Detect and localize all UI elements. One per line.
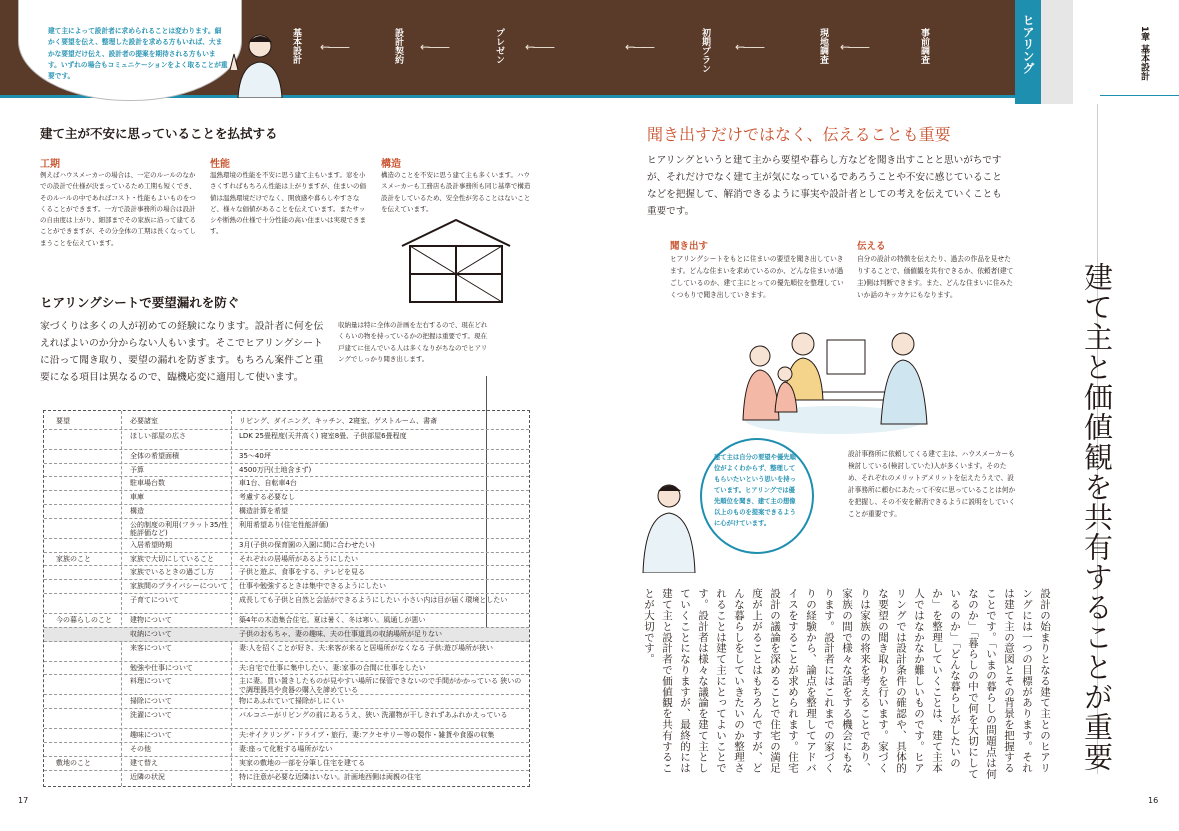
table-row — [44, 538, 529, 553]
step-tab-hearing — [1015, 0, 1041, 104]
table-cell-value: 利用希望あり(住宅性能評価) — [239, 520, 329, 529]
table-cell-item: 予算 — [130, 465, 144, 474]
table-cell-value: 特に注意が必要な近隣はいない。計画地西側は両親の住宅 — [239, 772, 421, 781]
table-cell-value: 4500万円(土地含まず) — [239, 465, 312, 474]
col-text-schedule: 例えばハウスメーカーの場合は、一定のルールのなかでの設計で仕様が決まっているため工期も短くでき、そのルールの中であればコスト・性能もよいものをつくることができます。一方で設計事務所の場合は設計の自由度は上がり、細部までその家族に沿って建てることができますが、その分全体の工期は長くなってしまうことを伝えています。 — [40, 171, 196, 247]
big-vertical-title: 建て主と価値観を共有することが重要 — [1080, 262, 1114, 772]
tab-strip — [1041, 0, 1073, 104]
chapter-divider — [1100, 95, 1179, 96]
table-cell-value: 実家の敷地の一部を分筆し住宅を建てる — [239, 758, 365, 767]
table-row — [44, 415, 529, 429]
table-cell-value: 成長しても子供と自然と会話ができるようにしたい 小さい内は目が届く環境としたい — [239, 596, 508, 604]
table-cell-value: 仕事や勉強するときは集中できるようにしたい — [239, 582, 386, 591]
tell-text: 自分の設計の特徴を伝えたり、過去の作品を見せたりすることで、価値観を共有できるか、依頼者(建て主)側は判断できます。また、どんな住まいに住みたいか話のキッカケにもなります。 — [857, 255, 1014, 299]
arrow-icon: ←—— — [525, 40, 554, 54]
table-cell-item: 全体の希望面積 — [130, 451, 179, 460]
speech-bubble-text: 建て主によって設計者に求められることは変わります。細かく要望を伝え、整理した設計を求める方もいれば、大まかな要望だけ伝え、設計者の提案を期待される方もいます。いずれの場合もコミュニケーションをよく取ることが重要です。 — [48, 27, 228, 81]
table-cell-value: 夫:自宅で仕事に集中したい、妻:家事の合間に仕事をしたい — [239, 663, 426, 672]
table-cell-item: 子育てについて — [130, 596, 179, 604]
section-title-anxiety: 建て主が不安に思っていることを払拭する — [40, 126, 278, 141]
table-row — [44, 627, 529, 642]
table-cell-value: バルコニーがリビングの前にあるうえ、狭い 洗濯物が干しきれずあふれかえっている — [239, 711, 508, 720]
table-cell-item: 来客について — [130, 643, 172, 652]
right-section-title: 聞き出すだけではなく、伝えることも重要 — [647, 125, 951, 144]
table-cell-item: 近隣の状況 — [130, 772, 165, 781]
table-cell-item: 建物について — [130, 616, 172, 624]
step-basic-design: 基本設計 — [291, 28, 301, 64]
chapter-label: 1章 基本設計 — [1139, 26, 1149, 81]
table-row — [44, 552, 529, 567]
step-prior-survey: 事前調査 — [919, 28, 929, 64]
table-row — [44, 728, 529, 743]
table-cell-value: 子供のおもちゃ、妻の趣味、夫の仕事道具の収納場所が足りない — [239, 629, 442, 638]
table-cell-item: 入居希望時期 — [130, 540, 172, 549]
table-cell-item: 収納について — [130, 629, 172, 638]
arrow-icon: ←—— — [420, 40, 449, 54]
arrow-icon: ←—— — [625, 40, 654, 54]
table-row — [44, 674, 529, 695]
designer-illustration-2 — [633, 478, 703, 573]
col-title-structure: 構造 — [381, 159, 401, 170]
table-cell-value: LDK 25畳程度(天井高く) 寝室8畳、子供部屋6畳程度 — [239, 431, 407, 440]
house-frame-illustration — [398, 216, 514, 306]
table-cell-value: リビング、ダイニング、キッチン、2寝室、ゲストルーム、書斎 — [239, 417, 438, 425]
table-cell-cat: 要望 — [56, 417, 70, 425]
table-cell-cat: 今の暮らしのこと — [56, 616, 112, 624]
table-cell-value: 車1台、自転車4台 — [239, 479, 297, 488]
table-cell-item: 洗濯について — [130, 711, 172, 720]
table-row — [44, 593, 529, 614]
table-cell-item: 勉強や仕事について — [130, 663, 193, 672]
right-intro-text: ヒアリングというと建て主から要望や暮らし方などを聞き出すことと思いがちですが、それだけでなく建て主が気になっているであろうことや不安に感じていることなどを把握して、解消できるように事実や設計者としての考えを伝えていくことも重要です。 — [647, 155, 1002, 217]
table-row — [44, 476, 529, 491]
arrow-icon: ←—— — [840, 40, 869, 54]
table-cell-value: 妻:座って化粧する場所がない — [239, 745, 333, 753]
table-cell-item: 家族でいるときの過ごし方 — [130, 568, 214, 577]
step-design-contract: 設計契約 — [393, 28, 403, 64]
table-cell-item: 公的制度の利用(フラット35/性能評価など) — [130, 520, 228, 538]
table-cell-item: 建て替え — [130, 758, 158, 767]
listen-text: ヒアリングシートをもとに住まいの要望を聞き出していきます。どんな住まいを求めているのか、どんな住まいが過ごしているのか、建て主にとっての優先順位を整理していくつもりで聞き出していきます。 — [670, 255, 844, 299]
table-row — [44, 756, 529, 771]
table-row — [44, 661, 529, 676]
table-cell-cat: 家族のこと — [56, 554, 91, 563]
page-number-left: 17 — [18, 796, 29, 805]
storage-note: 収納量は特に全体の計画を左右するので、現在どれくらいの物を持っているかの把握は重要です。現在戸建てに住んでいる人は多くなりがちなのでヒアリングでしっかり聞き出します。 — [338, 321, 488, 363]
table-row — [44, 463, 529, 478]
section-text-hearing-sheet: 家づくりは多くの人が初めての経験になります。設計者に何を伝えればよいのか分からない人もいます。そこでヒアリングシートに沿って聞き取り、要望の漏れを防ぎます。もちろん案件ごと重要になる項目は異なるので、臨機応変に適用して使います。 — [40, 321, 324, 383]
table-cell-item: 家族で大切にしていること — [130, 554, 214, 563]
col-title-performance: 性能 — [210, 159, 230, 170]
section-title-hearing-sheet: ヒアリングシートで要望漏れを防ぐ — [40, 295, 240, 310]
page-number-right: 16 — [1148, 796, 1159, 805]
table-row — [44, 518, 529, 539]
table-cell-item: 趣味について — [130, 731, 172, 740]
table-row — [44, 565, 529, 580]
table-row — [44, 579, 529, 594]
table-cell-item: 駐車場台数 — [130, 479, 165, 488]
step-label-active: ヒアリング — [1021, 14, 1035, 74]
table-row — [44, 708, 529, 729]
table-cell-item: 家族間のプライバシーについて — [130, 582, 228, 591]
table-cell-value: 3月(子供の保育園の入園に間に合わせたい) — [239, 540, 375, 549]
step-site-survey: 現地調査 — [818, 28, 828, 64]
table-row — [44, 613, 529, 628]
table-row — [44, 429, 529, 450]
table-cell-item: その他 — [130, 745, 151, 753]
col-title-schedule: 工期 — [40, 159, 60, 170]
vertical-body-text: 設計の始まりとなる建て主とのヒアリングには一つの目標があります。それは建て主の意図とその背景を把握することです。「いまの暮らしの問題点は何なのか」「暮らしの中で何を大切にしているのか」「どんな暮らしがしたいのか」を整理していくことは、建て主本人ではなかなか難しいものです。ヒアリングでは設計条件の確認や、具体的な要望の聞き取りを行います。家づくりは家族の将来を考えることであり、家族の間で様々な話をする機会にもなります。設計者にはこれまでの家づくりの経験から、論点を整理してアドバイスをすることが求められます。住宅設計の議論を深めることで住宅の満足度が上がることはもちろんですが、どんな暮らしをしていきたいのか整理されることは建て主にとってよいことです。設計者は様々な議論を建て主としていくことになりますが、最終的には建て主と設計者で価値観を共有することが大切です。 — [643, 588, 1051, 779]
step-initial-plan: 初期プラン — [700, 28, 710, 73]
table-cell-value: 物にあふれていて掃除がしにくい — [239, 697, 344, 706]
table-cell-item: 必要諸室 — [130, 417, 158, 425]
table-row — [44, 449, 529, 464]
table-cell-value: 主に妻。買い置きしたものが見やすい場所に保管できないので手間がかかっている 狭いので調理器具や食器の購入を諦めている — [239, 677, 522, 694]
table-row — [44, 694, 529, 709]
round-speech-bubble-text: 建て主は自分の要望や優先順位がよくわからず、整理してもらいたいという思いを持っています。ヒアリングでは優先順位を聞き、建て主の想像以上のものを提案できるように心がけています。 — [714, 454, 796, 527]
table-cell-value: 妻:人を招くことが好き、夫:来客が来ると居場所がなくなる 子供:遊び場所が狭い — [239, 643, 494, 652]
table-cell-item: 車庫 — [130, 493, 144, 502]
table-cell-value: 35〜40坪 — [239, 451, 271, 460]
tell-title: 伝える — [857, 241, 886, 252]
table-cell-value: 構造計算を希望 — [239, 507, 288, 515]
listen-title: 聞き出す — [670, 241, 709, 252]
table-cell-value: 子供と遊ぶ、食事をする、テレビを見る — [239, 568, 365, 577]
table-cell-value: 夫:サイクリング・ドライブ・旅行、妻:アクセサリー等の製作・雑貨や食器の収集 — [239, 731, 495, 740]
arrow-icon: ←—— — [735, 40, 764, 54]
arrow-icon: ←—— — [320, 40, 349, 54]
hearing-sheet-table — [43, 410, 530, 787]
table-cell-item: 構造 — [130, 507, 144, 515]
table-row — [44, 641, 529, 662]
table-cell-value: それぞれの居場所があるようにしたい — [239, 554, 358, 563]
table-row — [44, 770, 529, 785]
col-text-performance: 温熱環境の性能を不安に思う建て主もいます。窓を小さくすればもちろん性能は上がりますが、住まいの価値は温熱環境だけでなく、開放感や暮らしやすさなど、様々な価値があることを伝えています。またサッシや断熱の仕様で十分性能の高い住まいは実現できます。 — [210, 171, 366, 236]
table-cell-value: 考慮する必要なし — [239, 493, 295, 502]
design-office-note: 設計事務所に依頼してくる建て主は、ハウスメーカーも検討している(検討していた)人が多くいます。そのため、それぞれのメリットデメリットを伝えたうえで、設計事務所に頼むにあたって不安に思っていることは何かを把握し、その不安を解消できるように説明をしていくことが重要です。 — [848, 450, 1016, 518]
table-row — [44, 490, 529, 505]
table-row — [44, 742, 529, 757]
col-text-structure: 構造のことを不安に思う建て主も多くいます。ハウスメーカーも工務店も設計事務所も同じ基準で構造設計をしているため、安全性が劣ることはないことを伝えています。 — [381, 171, 531, 213]
table-cell-item: 掃除について — [130, 697, 172, 706]
table-row — [44, 504, 529, 519]
table-cell-item: ほしい部屋の広さ — [130, 431, 186, 440]
table-cell-cat: 敷地のこと — [56, 758, 91, 767]
table-cell-value: 築4年の木造集合住宅。夏は暑く、冬は寒い。風通しが悪い — [239, 616, 426, 624]
step-presentation: プレゼン — [494, 28, 504, 64]
table-cell-item: 料理について — [130, 677, 172, 686]
designer-illustration — [222, 28, 288, 98]
family-meeting-illustration — [735, 320, 935, 440]
